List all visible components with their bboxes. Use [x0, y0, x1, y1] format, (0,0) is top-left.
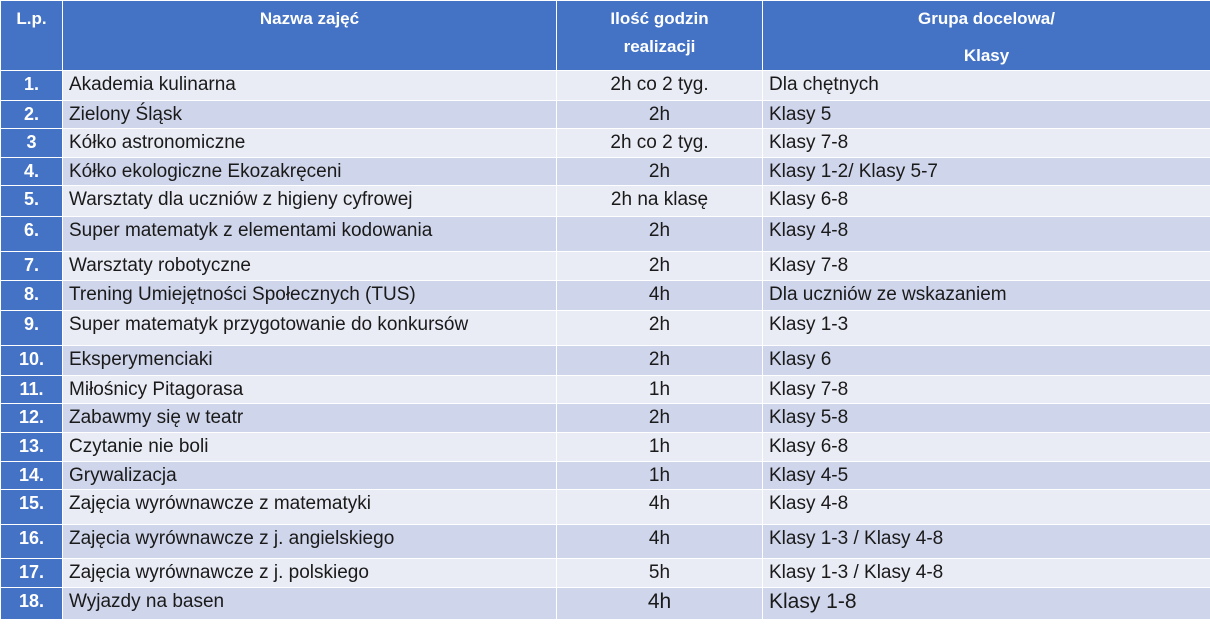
table-row	[1, 158, 1210, 186]
table-row	[1, 101, 1210, 129]
activity-name: Zielony Śląsk	[63, 101, 557, 129]
table-row	[1, 462, 1210, 490]
target-group: Dla uczniów ze wskazaniem	[763, 281, 1210, 311]
target-group: Klasy 4-5	[763, 462, 1210, 490]
table-row	[1, 433, 1210, 462]
row-number: 1.	[1, 71, 63, 101]
activity-name: Trening Umiejętności Społecznych (TUS)	[63, 281, 557, 311]
header-group	[763, 1, 1210, 71]
header-hours-line2: realizacji	[623, 37, 696, 56]
target-group: Klasy 5	[763, 101, 1210, 129]
row-number: 9.	[1, 311, 63, 346]
activity-name: Warsztaty robotyczne	[63, 252, 557, 281]
activity-name: Kółko ekologiczne Ekozakręceni	[63, 158, 557, 186]
activity-hours: 2h	[557, 101, 763, 129]
header-lp: L.p.	[1, 1, 63, 71]
row-number: 5.	[1, 186, 63, 217]
activity-hours: 2h	[557, 311, 763, 346]
header-hours	[557, 1, 763, 71]
row-number: 15.	[1, 490, 63, 525]
activity-name: Zajęcia wyrównawcze z matematyki	[63, 490, 557, 525]
activity-name: Akademia kulinarna	[63, 71, 557, 101]
activity-hours: 5h	[557, 559, 763, 588]
table-row	[1, 71, 1210, 101]
target-group: Dla chętnych	[763, 71, 1210, 101]
table-row	[1, 588, 1210, 620]
row-number: 18.	[1, 588, 63, 620]
target-group: Klasy 6-8	[763, 433, 1210, 462]
target-group: Klasy 6	[763, 346, 1210, 376]
row-number: 4.	[1, 158, 63, 186]
activity-name: Kółko astronomiczne	[63, 129, 557, 158]
row-number: 12.	[1, 404, 63, 433]
activity-hours: 1h	[557, 376, 763, 404]
activity-name: Super matematyk przygotowanie do konkursów	[63, 311, 557, 346]
activity-hours: 4h	[557, 490, 763, 525]
target-group: Klasy 4-8	[763, 490, 1210, 525]
activity-hours: 2h	[557, 217, 763, 252]
activity-hours: 4h	[557, 525, 763, 559]
row-number: 16.	[1, 525, 63, 559]
table-row	[1, 217, 1210, 252]
table-row	[1, 252, 1210, 281]
activity-name: Czytanie nie boli	[63, 433, 557, 462]
row-number: 2.	[1, 101, 63, 129]
row-number: 8.	[1, 281, 63, 311]
row-number: 7.	[1, 252, 63, 281]
target-group: Klasy 1-3 / Klasy 4-8	[763, 525, 1210, 559]
activity-name: Super matematyk z elementami kodowania	[63, 217, 557, 252]
table-row	[1, 186, 1210, 217]
row-number: 6.	[1, 217, 63, 252]
row-number: 17.	[1, 559, 63, 588]
table-row	[1, 376, 1210, 404]
activity-hours: 1h	[557, 433, 763, 462]
activity-name: Warsztaty dla uczniów z higieny cyfrowej	[63, 186, 557, 217]
target-group: Klasy 5-8	[763, 404, 1210, 433]
table-header	[1, 1, 1210, 71]
activity-hours: 2h	[557, 404, 763, 433]
activity-name: Eksperymenciaki	[63, 346, 557, 376]
header-group-line2: Klasy	[963, 46, 1010, 65]
header-hours-line1: Ilość godzin	[610, 9, 709, 28]
activity-name: Zabawmy się w teatr	[63, 404, 557, 433]
target-group: Klasy 7-8	[763, 376, 1210, 404]
header-row	[1, 1, 1210, 71]
target-group: Klasy 6-8	[763, 186, 1210, 217]
activity-name: Grywalizacja	[63, 462, 557, 490]
row-number: 10.	[1, 346, 63, 376]
target-group: Klasy 1-3 / Klasy 4-8	[763, 559, 1210, 588]
target-group: Klasy 1-8	[763, 588, 1210, 620]
header-name: Nazwa zajęć	[63, 1, 557, 71]
table-row	[1, 525, 1210, 559]
table-row	[1, 404, 1210, 433]
table-row	[1, 346, 1210, 376]
target-group: Klasy 7-8	[763, 129, 1210, 158]
activity-name: Zajęcia wyrównawcze z j. angielskiego	[63, 525, 557, 559]
activity-name: Zajęcia wyrównawcze z j. polskiego	[63, 559, 557, 588]
table-row	[1, 490, 1210, 525]
target-group: Klasy 7-8	[763, 252, 1210, 281]
table-row	[1, 129, 1210, 158]
target-group: Klasy 4-8	[763, 217, 1210, 252]
table-row	[1, 311, 1210, 346]
target-group: Klasy 1-3	[763, 311, 1210, 346]
activity-hours: 2h	[557, 252, 763, 281]
header-group-line1: Grupa docelowa/	[918, 9, 1055, 28]
activity-hours: 2h	[557, 158, 763, 186]
table-row	[1, 281, 1210, 311]
table-body	[1, 71, 1210, 620]
activity-hours: 4h	[557, 281, 763, 311]
activity-hours: 1h	[557, 462, 763, 490]
activity-hours: 2h co 2 tyg.	[557, 71, 763, 101]
row-number: 13.	[1, 433, 63, 462]
activity-hours: 2h	[557, 346, 763, 376]
activity-hours: 4h	[557, 588, 763, 620]
activity-hours: 2h co 2 tyg.	[557, 129, 763, 158]
activity-hours: 2h na klasę	[557, 186, 763, 217]
activity-name: Miłośnicy Pitagorasa	[63, 376, 557, 404]
row-number: 11.	[1, 376, 63, 404]
target-group: Klasy 1-2/ Klasy 5-7	[763, 158, 1210, 186]
table-row	[1, 559, 1210, 588]
row-number: 3	[1, 129, 63, 158]
row-number: 14.	[1, 462, 63, 490]
activity-name: Wyjazdy na basen	[63, 588, 557, 620]
